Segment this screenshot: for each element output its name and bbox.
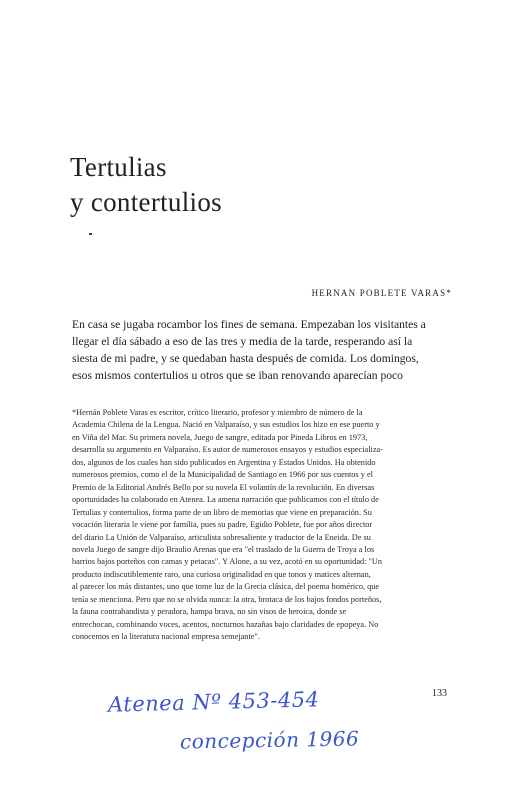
footnote-line: conocemos en la literatura nacional empresa semejante".	[72, 632, 260, 642]
footnote-line: en Viña del Mar. Su primera novela, Juego de sangre, editada por Pineda Libros en 1973,	[72, 432, 368, 442]
footnote-line: Academia Chilena de la Lengua. Nació en Valparaíso, y sus estudios los hizo en ese puerto y	[72, 420, 380, 430]
body-line: llegar el día sábado a eso de las tres y media de la tarde, resperando así la	[72, 335, 413, 348]
footnote-line: producto indiscutiblemente raro, una curiosa originalidad en que tonos y matices alternan,	[72, 569, 371, 579]
footnote-line: Tertulias y contertulios, forma parte de un libro de memorias que viene en preparación. Su	[72, 507, 372, 517]
article-title	[70, 150, 222, 220]
page-number: 133	[432, 688, 447, 699]
footnote-line: entrechocan, combinando voces, acentos, nocturnos hazañas bajo claridades de epopeya. No	[72, 619, 379, 629]
handwritten-note: Atenea Nº 453-454	[107, 687, 320, 717]
footnote-line: oportunidades ha colaborado en Atenea. La amena narración que publicamos con el título de	[72, 495, 379, 505]
ink-dot	[89, 233, 92, 235]
title-line: y contertulios	[70, 187, 222, 217]
title-line: Tertulias	[70, 152, 167, 182]
handwritten-note: concepción 1966	[179, 726, 360, 754]
body-line: En casa se jugaba rocambor los fines de semana. Empezaban los visitantes a	[72, 318, 426, 331]
body-line: esos mismos contertulios u otros que se iban renovando aparecían poco	[72, 369, 403, 382]
footnote-line: barrios bajos porteños con camas y petacas". Y Alone, a su vez, acotó en su oportunidad: "Un	[72, 557, 383, 567]
footnote-line: vocación literaria le viene por familia, pues su padre, Egidio Poblete, fue por años director	[72, 520, 373, 530]
author-name: HERNAN POBLETE VARAS*	[311, 288, 452, 298]
footnote-line: desarrolla su argumento en Valparaíso. Es autor de numerosos ensayos y estudios especializa-	[72, 445, 383, 455]
footnote-line: la fauna contrabandista y peradora, hampa brava, no sin visos de heroica, donde se	[72, 607, 347, 617]
footnote-line: novela Juego de sangre dijo Braulio Arenas que era "el traslado de la Guerra de Troya a los	[72, 544, 375, 554]
body-line: siesta de mi padre, y se quedaban hasta después de comida. Los domingos,	[72, 352, 419, 365]
footnote-line: tenía se menciona. Pero que no se olvida nunca: la otra, brotaca de los bajos fondos porteños,	[72, 594, 382, 604]
body-paragraph	[72, 316, 454, 384]
footnote	[72, 407, 456, 644]
footnote-line: Premio de la Editorial Andrés Bello por su novela El volantín de la revolución. En diversas	[72, 482, 375, 492]
footnote-line: del diario La Unión de Valparaíso, articulista sobresaliente y traductor de la Eneida. De su	[72, 532, 371, 542]
footnote-line: dos, algunos de los cuales han sido publicados en Argentina y Estados Unidos. Ha obtenido	[72, 457, 376, 467]
footnote-line: al parecer los más distantes, uno que tome luz de la Grecia clásica, del poema homérico, que	[72, 582, 380, 592]
footnote-line: numerosos premios, como el de la Municipalidad de Santiago en 1966 por sus cuentos y el	[72, 470, 373, 480]
footnote-line: *Hernán Poblete Varas es escritor, crítico literario, profesor y miembro de número de la	[72, 408, 363, 417]
